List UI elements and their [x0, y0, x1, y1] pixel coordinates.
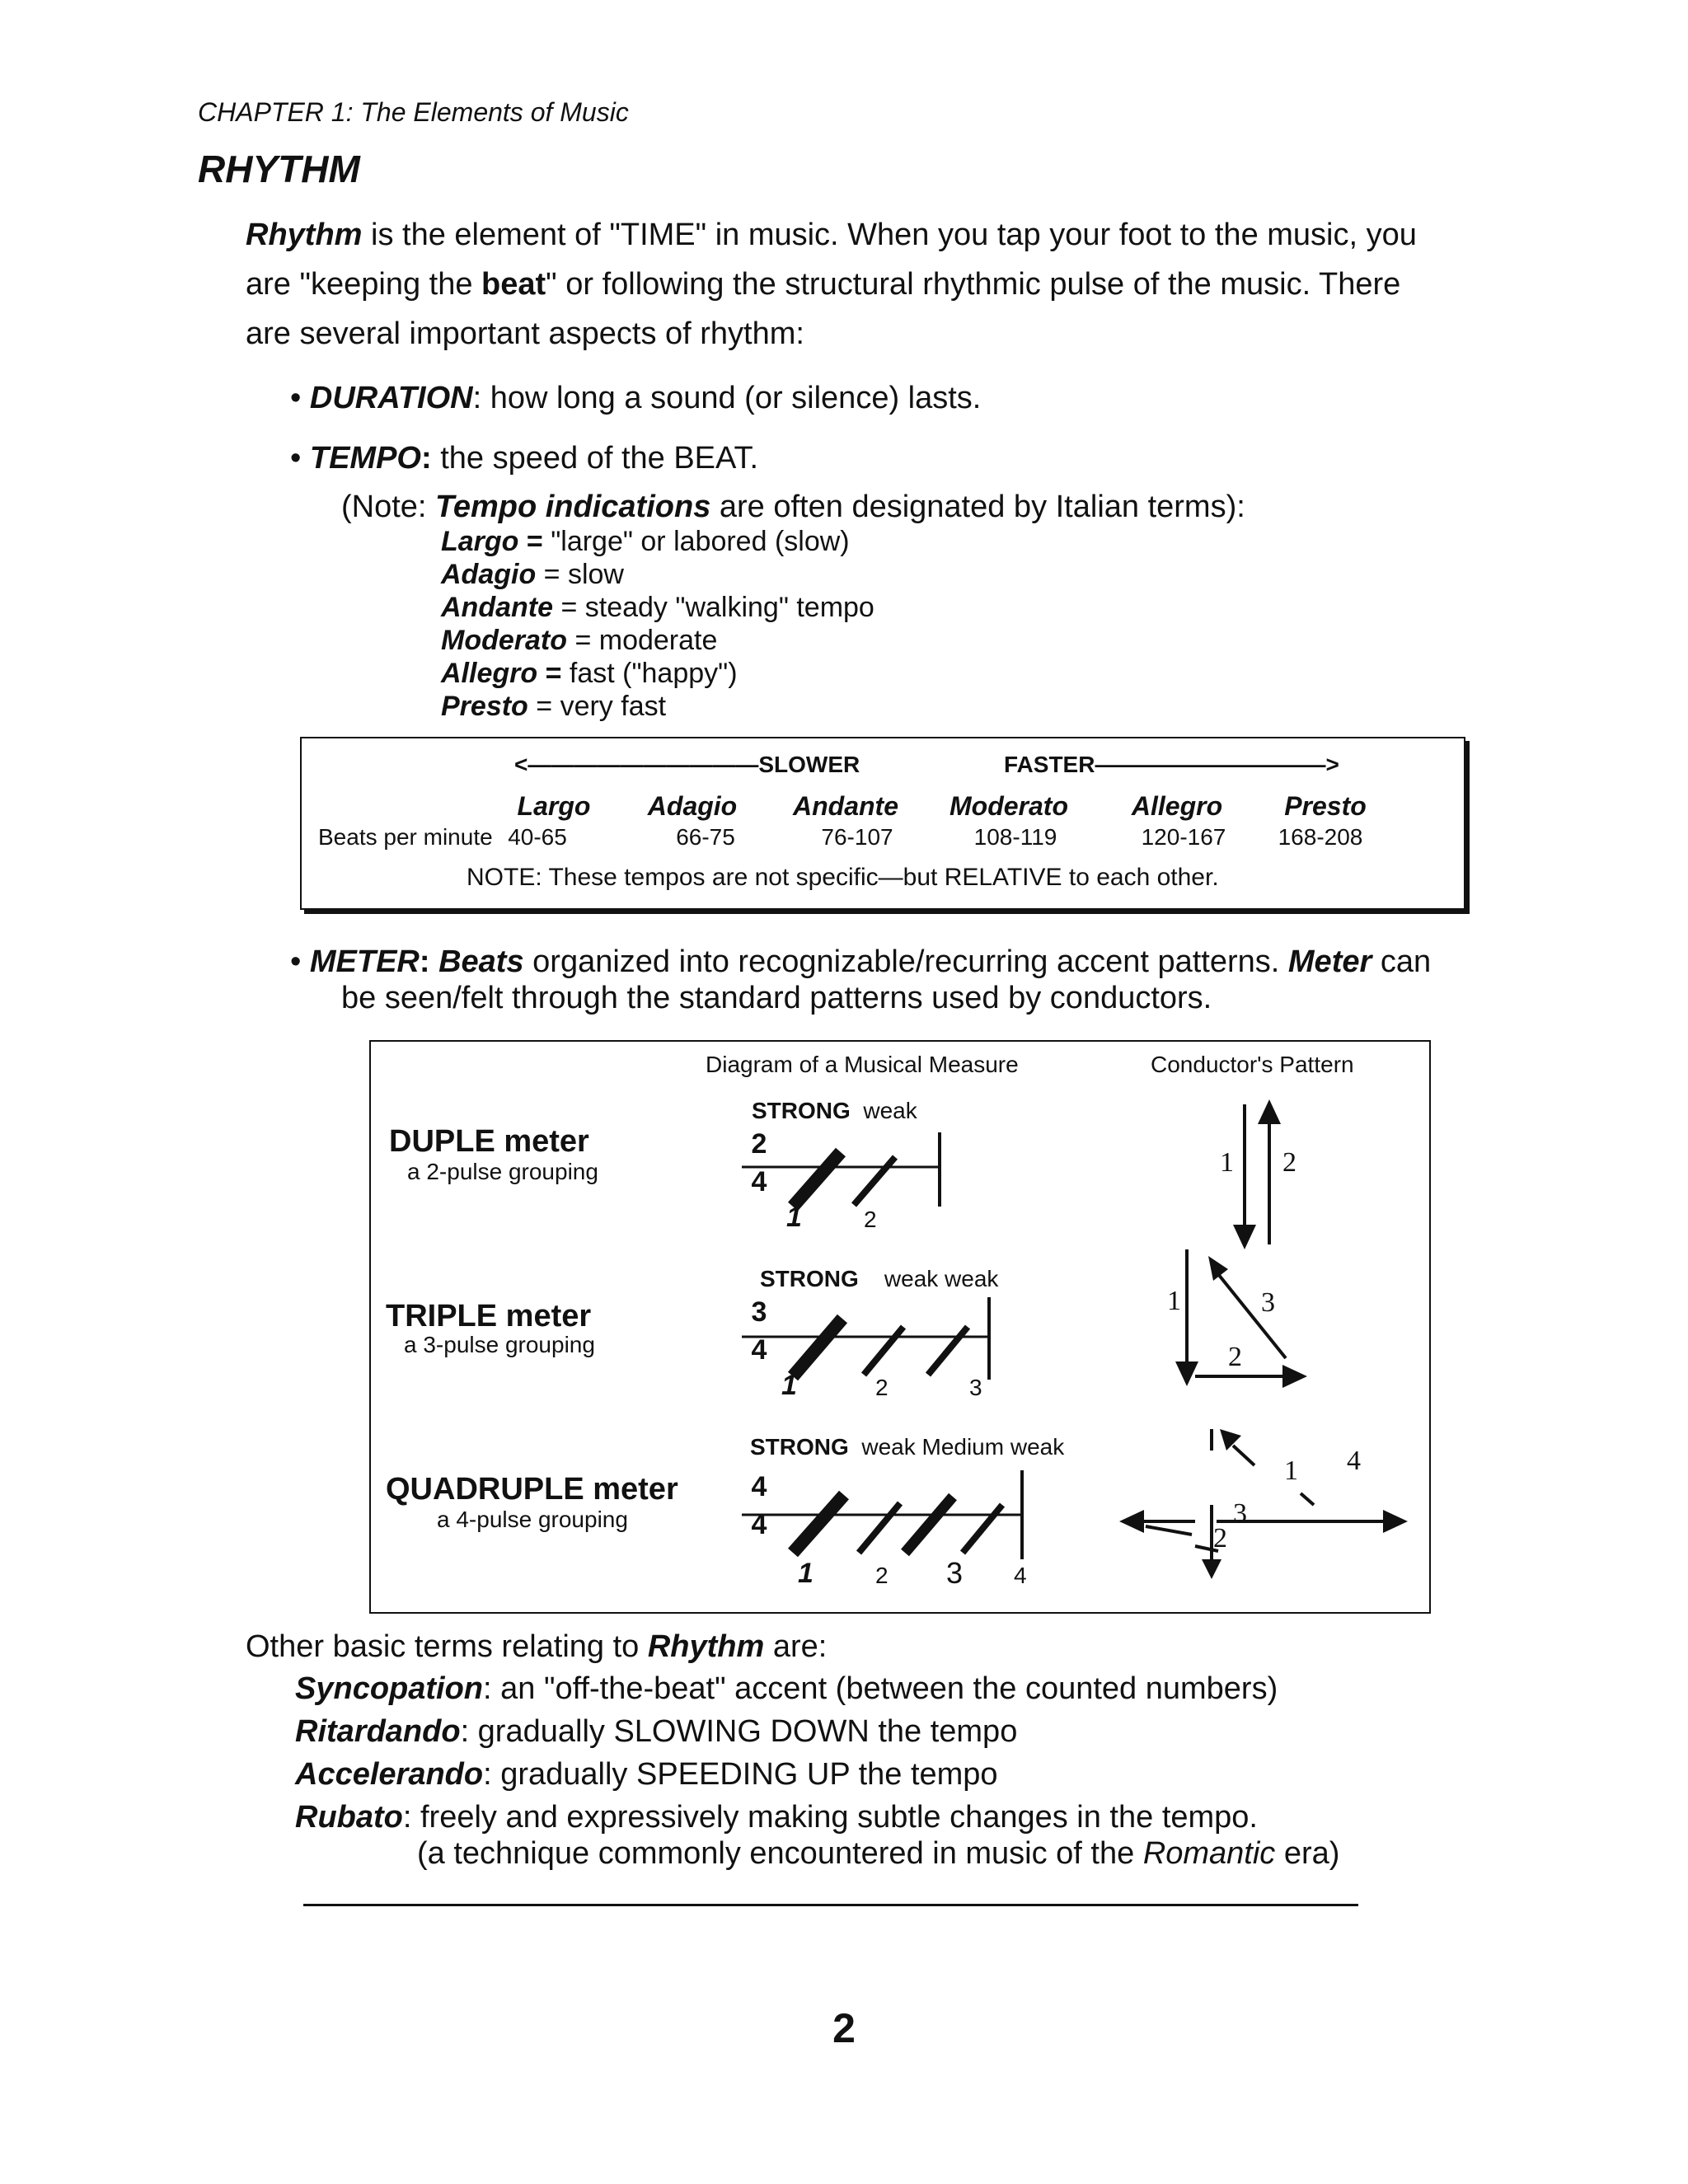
- quadruple-conductor-pattern: [1113, 1414, 1426, 1579]
- other-terms-intro-b: are:: [764, 1629, 828, 1664]
- tempo-note: [341, 490, 1245, 525]
- term-name: Ritardando: [295, 1714, 461, 1749]
- meter-diagram: [369, 1040, 1431, 1614]
- duple-beat-number: 2: [864, 1207, 877, 1232]
- meter-line-2: be seen/felt through the standard patterns used by conductors.: [341, 981, 1212, 1015]
- term-desc: : freely and expressively making subtle changes in the tempo.: [402, 1800, 1258, 1835]
- tempo-term-sep: =: [537, 658, 570, 689]
- quadruple-beat-number: 4: [1014, 1563, 1027, 1588]
- beat-slash: [859, 1503, 900, 1553]
- quadruple-accents: [750, 1434, 1064, 1460]
- tempo-term-sep: =: [536, 559, 568, 590]
- tempo-term-name: Presto: [441, 691, 528, 722]
- term-name: Syncopation: [295, 1671, 484, 1706]
- triple-beat-number: 3: [969, 1375, 982, 1400]
- conductor-beat-label: 1: [1167, 1286, 1181, 1316]
- quadruple-strong: STRONG: [750, 1434, 849, 1460]
- rhythm-term: Rhythm: [647, 1629, 765, 1664]
- quadruple-measure: [742, 1467, 1039, 1566]
- tempo-term-desc: fast ("happy"): [569, 658, 738, 689]
- divider: [303, 1904, 1358, 1906]
- duple-weak: weak: [863, 1098, 917, 1123]
- beat-slash: [854, 1157, 895, 1205]
- other-terms-intro: [246, 1622, 827, 1671]
- arrow-head-icon: [1258, 1099, 1281, 1124]
- tempo-col-bpm: 40-65: [508, 824, 567, 850]
- triple-beat-number: 2: [875, 1375, 889, 1400]
- tempo-term-name: Moderato: [441, 625, 567, 656]
- arrow-head-icon: [1208, 1256, 1228, 1281]
- intro-line-1-text: is the element of "TIME" in music. When you tap your foot to the music, you: [362, 218, 1417, 252]
- tempo-bullet: • TEMPO: the speed of the BEAT.: [290, 441, 759, 476]
- term-desc: : an "off-the-beat" accent (between the counted numbers): [483, 1671, 1278, 1706]
- arrow-head-icon: [1202, 1559, 1221, 1579]
- tempo-term-adagio: [441, 559, 624, 591]
- tempo-term-name: Adagio: [441, 559, 537, 590]
- tempo-term-sep: =: [528, 691, 560, 722]
- tempo-term-presto: [441, 691, 666, 723]
- tempo-term-desc: "large" or labored (slow): [551, 526, 850, 557]
- arrow-head-icon: [1383, 1510, 1408, 1533]
- term-accelerando: [295, 1757, 998, 1793]
- intro-line-3: are several important aspects of rhythm:: [246, 316, 804, 351]
- conductor-beat-label: 3: [1233, 1498, 1247, 1529]
- tempo-note-term: Tempo indications: [435, 490, 711, 524]
- other-terms-intro-a: Other basic terms relating to: [246, 1629, 648, 1664]
- conductor-beat-label: 3: [1261, 1287, 1275, 1318]
- conductor-beat-label: 1: [1284, 1455, 1298, 1486]
- slower-label: <——————————SLOWER: [514, 752, 860, 777]
- meter-term-2: Meter: [1287, 944, 1372, 979]
- duple-time-sig-top: 2: [751, 1128, 767, 1160]
- beat-slash-medium: [905, 1497, 953, 1553]
- tempo-term-name: Largo: [441, 526, 519, 557]
- tempo-col-name: Andante: [793, 791, 898, 821]
- arrow-head-icon: [1282, 1365, 1307, 1388]
- tempo-term-desc: moderate: [598, 625, 718, 656]
- page-number: 2: [832, 2005, 856, 2051]
- term-desc: : gradually SPEEDING UP the tempo: [483, 1757, 998, 1792]
- beat-slash-strong: [793, 1495, 844, 1553]
- up-left-arrow: [1233, 1446, 1254, 1465]
- quadruple-beat-number: 2: [875, 1563, 889, 1588]
- tempo-note-a: (Note:: [341, 490, 436, 524]
- quadruple-weak: weak Medium weak: [861, 1434, 1065, 1460]
- faster-label: FASTER——————————>: [1004, 752, 1339, 777]
- duple-measure: [742, 1124, 956, 1223]
- tempo-term-desc: steady "walking" tempo: [584, 592, 874, 623]
- quadruple-name: QUADRUPLE meter: [386, 1472, 678, 1507]
- tempo-term-desc: very fast: [560, 691, 667, 722]
- section-title: RHYTHM: [198, 148, 360, 190]
- intro-line-1: [246, 210, 1417, 260]
- intro-line-2a: are "keeping the: [246, 267, 482, 302]
- term-ritardando: [295, 1714, 1017, 1750]
- beat-slash: [864, 1327, 903, 1375]
- intro-line-2b: " or following the structural rhythmic pulse of the music. There: [546, 267, 1401, 302]
- return-stroke: [1146, 1526, 1192, 1535]
- bpm-row-label: Beats per minute: [318, 824, 493, 850]
- meter-term: METER: [309, 944, 420, 979]
- term-name: Rubato: [295, 1800, 403, 1835]
- duple-name: DUPLE meter: [389, 1124, 589, 1159]
- beat-slash: [928, 1327, 968, 1375]
- return-stroke: [1301, 1493, 1314, 1505]
- duration-text: : how long a sound (or silence) lasts.: [472, 381, 982, 415]
- duration-term: DURATION: [309, 381, 473, 415]
- meter-colon: :: [419, 944, 430, 979]
- arrow-head-icon: [1175, 1361, 1198, 1386]
- term-rubato: [295, 1800, 1258, 1835]
- beat-slash-strong: [793, 1152, 841, 1207]
- tempo-col-name: Largo: [517, 791, 591, 821]
- tempo-term-sep: =: [553, 592, 585, 623]
- arrow-head-icon: [1220, 1429, 1241, 1451]
- meter-text-a: organized into recognizable/recurring accent patterns.: [523, 944, 1288, 979]
- term-desc: : gradually SLOWING DOWN the tempo: [460, 1714, 1018, 1749]
- conductor-header: Conductor's Pattern: [1151, 1052, 1354, 1077]
- tempo-table: [300, 737, 1465, 910]
- meter-bullet: • METER: Beats organized into recognizable/recurring accent patterns. Meter can: [290, 944, 1432, 979]
- tempo-term-name: Allegro: [441, 658, 538, 689]
- beat-slash: [963, 1505, 1002, 1553]
- beat-term: beat: [481, 267, 546, 302]
- tempo-term: TEMPO: [309, 441, 421, 476]
- tempo-note-b: are often designated by Italian terms):: [710, 490, 1245, 524]
- tempo-col-bpm: 168-208: [1278, 824, 1363, 850]
- triple-name: TRIPLE meter: [386, 1299, 592, 1333]
- triple-conductor-pattern: [1170, 1241, 1319, 1398]
- tempo-col-name: Adagio: [647, 791, 738, 821]
- triple-time-sig-top: 3: [751, 1296, 767, 1328]
- tempo-table-note: NOTE: These tempos are not specific—but RELATIVE to each other.: [467, 864, 1219, 891]
- triple-beat-number: 1: [781, 1370, 797, 1401]
- chapter-header: CHAPTER 1: The Elements of Music: [198, 97, 629, 127]
- tempo-col-name: Moderato: [950, 791, 1068, 821]
- duple-strong: STRONG: [752, 1098, 851, 1123]
- conductor-beat-label: 1: [1220, 1147, 1234, 1178]
- measure-header: Diagram of a Musical Measure: [706, 1052, 1019, 1077]
- duple-sub: a 2-pulse grouping: [407, 1159, 598, 1184]
- conductor-beat-label: 2: [1213, 1523, 1227, 1554]
- arrow-head-icon: [1119, 1510, 1144, 1533]
- triple-accents: [760, 1266, 998, 1292]
- triple-weak: weak weak: [884, 1266, 999, 1291]
- quadruple-beat-number: 3: [946, 1556, 964, 1590]
- rubato-note-b: era): [1275, 1836, 1340, 1871]
- conductor-beat-label: 2: [1228, 1342, 1242, 1372]
- tempo-col-bpm: 120-167: [1141, 824, 1226, 850]
- quadruple-time-sig-top: 4: [751, 1471, 767, 1502]
- rubato-note: [417, 1836, 1339, 1872]
- tempo-colon: :: [421, 441, 432, 476]
- tempo-col-bpm: 66-75: [676, 824, 735, 850]
- tempo-term-desc: slow: [567, 559, 624, 590]
- tempo-term-andante: [441, 592, 874, 624]
- tempo-col-name: Presto: [1284, 791, 1367, 821]
- tempo-col-bpm: 76-107: [821, 824, 893, 850]
- tempo-text: the speed of the BEAT.: [431, 441, 759, 476]
- conductor-beat-label: 4: [1347, 1446, 1361, 1476]
- tempo-col-name: Allegro: [1131, 791, 1223, 821]
- tempo-col-bpm: 108-119: [973, 824, 1057, 850]
- quadruple-sub: a 4-pulse grouping: [437, 1507, 628, 1532]
- rubato-note-a: (a technique commonly encountered in music of the: [417, 1836, 1143, 1871]
- duple-time-sig-bottom: 4: [751, 1166, 767, 1197]
- romantic-term: Romantic: [1142, 1836, 1276, 1871]
- duple-accents: [752, 1098, 917, 1124]
- beats-term: Beats: [438, 944, 524, 979]
- tempo-term-sep: =: [518, 526, 551, 557]
- duple-beat-number: 1: [786, 1202, 802, 1233]
- term-syncopation: [295, 1671, 1278, 1707]
- beat-slash-strong: [793, 1319, 842, 1376]
- triple-time-sig-bottom: 4: [751, 1334, 767, 1366]
- term-name: Accelerando: [295, 1757, 484, 1792]
- tempo-term-allegro: [441, 658, 738, 690]
- duration-bullet: • DURATION: how long a sound (or silence) lasts.: [290, 381, 982, 415]
- triple-strong: STRONG: [760, 1266, 859, 1291]
- tempo-term-largo: [441, 526, 850, 558]
- intro-term: Rhythm: [246, 218, 363, 252]
- tempo-term-sep: =: [567, 625, 599, 656]
- conductor-beat-label: 2: [1282, 1147, 1296, 1178]
- quadruple-time-sig-bottom: 4: [751, 1509, 767, 1540]
- triple-sub: a 3-pulse grouping: [404, 1332, 595, 1357]
- meter-text-b: can: [1372, 944, 1432, 979]
- intro-line-2: [246, 260, 1400, 309]
- tempo-term-moderato: [441, 625, 717, 657]
- quadruple-beat-number: 1: [798, 1558, 814, 1589]
- tempo-term-name: Andante: [441, 592, 553, 623]
